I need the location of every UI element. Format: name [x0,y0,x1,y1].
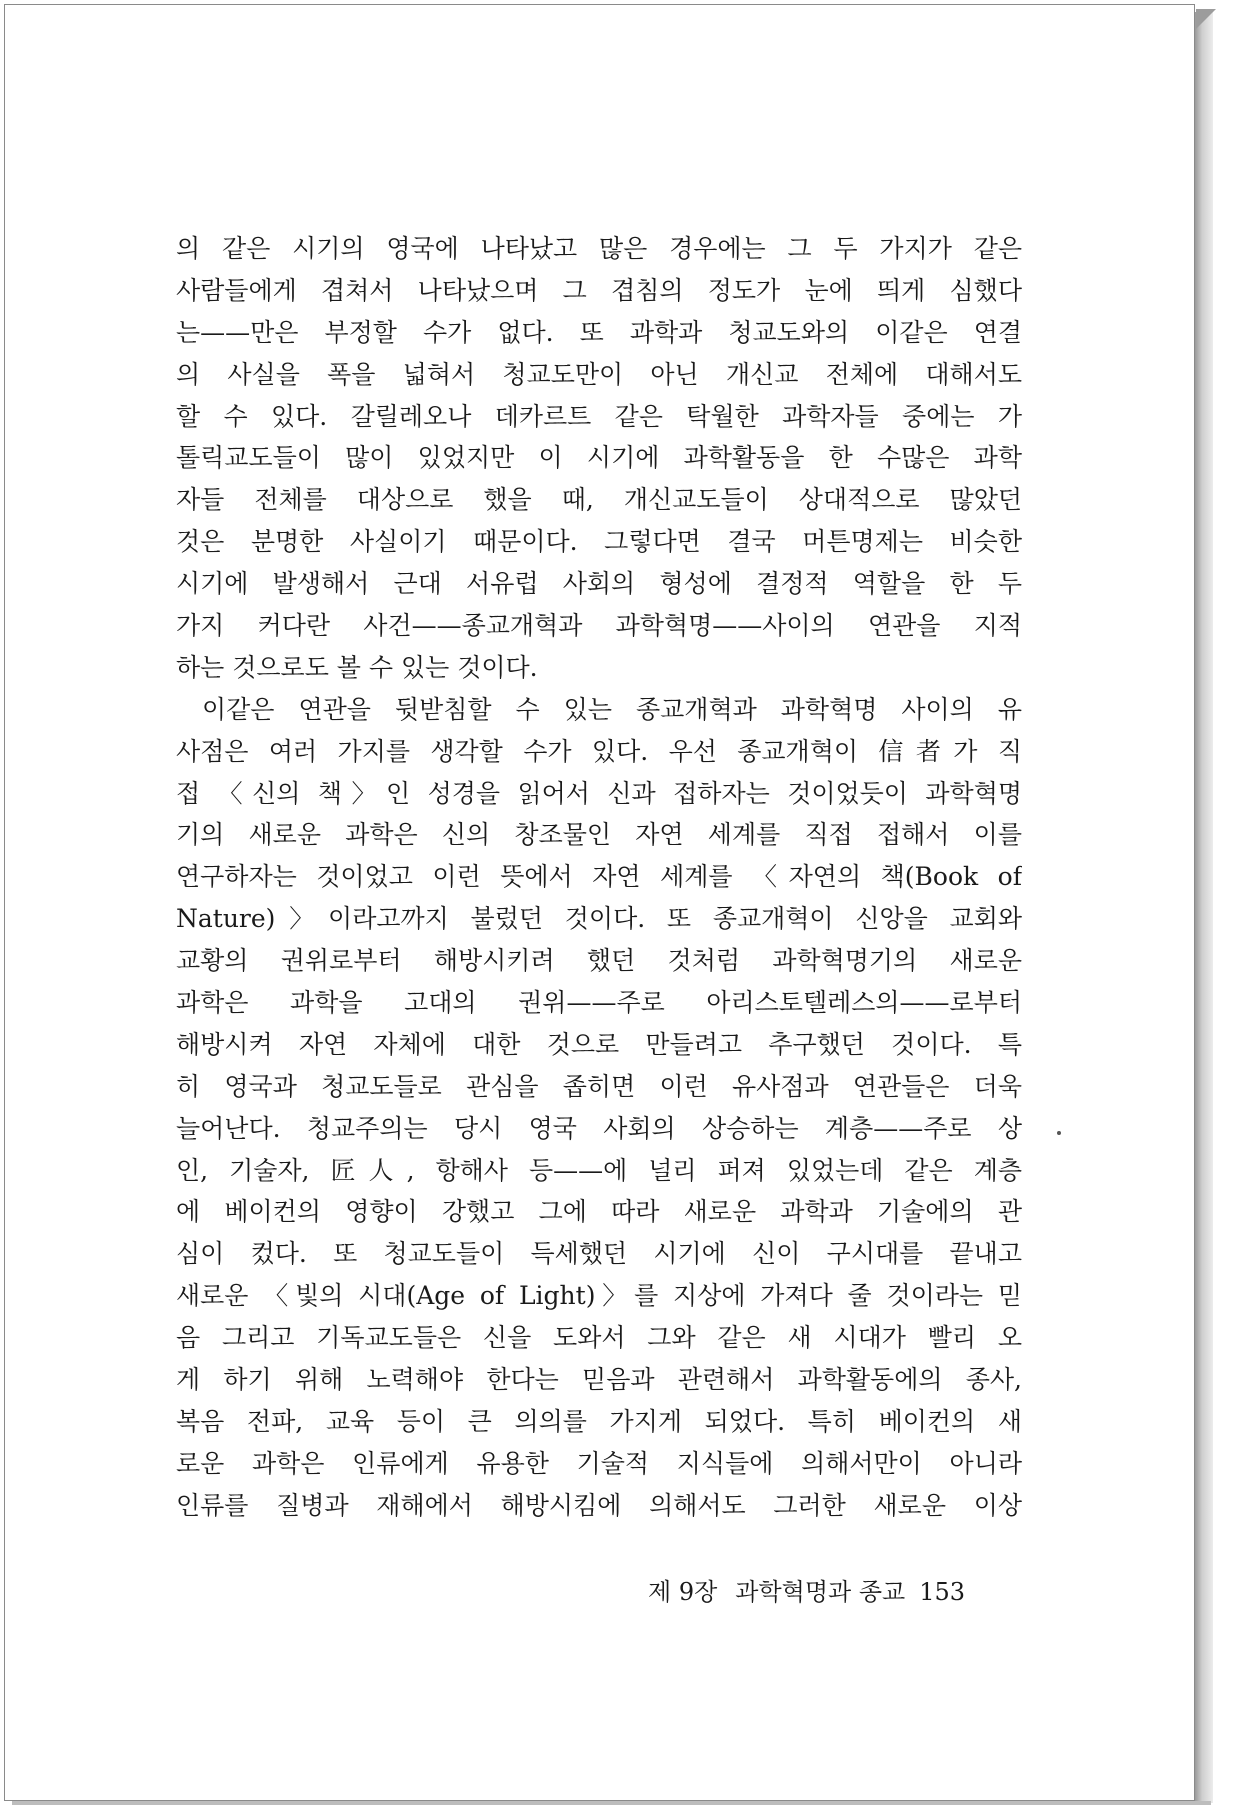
text-line: 심이 컸다. 또 청교도들이 득세했던 시기에 신이 구시대를 끝내고 [176,1239,1022,1269]
page-shadow [1195,12,1213,1803]
text-line: 연구하자는 것이었고 이런 뜻에서 자연 세계를 〈자연의 책(Book of [176,862,1022,892]
text-line: 가지 커다란 사건——종교개혁과 과학혁명——사이의 연관을 지적 [176,611,1022,641]
text-line: 자들 전체를 대상으로 했을 때, 개신교도들이 상대적으로 많았던 [176,485,1022,515]
text-line: 인류를 질병과 재해에서 해방시킴에 의해서도 그러한 새로운 이상 [176,1490,1022,1520]
text-line: 기의 새로운 과학은 신의 창조물인 자연 세계를 직접 접해서 이를 [176,820,1022,850]
text-line: 의 사실을 폭을 넓혀서 청교도만이 아닌 개신교 전체에 대해서도 [176,359,1022,389]
running-footer [648,1572,1008,1607]
text-line: 접 〈신의 책〉인 성경을 읽어서 신과 접하자는 것이었듯이 과학혁명 [176,778,1022,808]
text-line: 에 베이컨의 영향이 강했고 그에 따라 새로운 과학과 기술에의 관 [176,1197,1022,1227]
scan-speck [1057,1131,1061,1135]
text-line: 는——만은 부정할 수가 없다. 또 과학과 청교도와의 이같은 연결 [176,317,1022,347]
text-line: 시기에 발생해서 근대 서유럽 사회의 형성에 결정적 역할을 한 두 [176,569,1022,599]
text-line: 새로운 〈빛의 시대(Age of Light)〉를 지상에 가져다 줄 것이라는 믿 [176,1281,1022,1311]
body-text [176,228,1022,1527]
text-line: 것은 분명한 사실이기 때문이다. 그렇다면 결국 머튼명제는 비슷한 [176,527,1022,557]
text-line: 늘어난다. 청교주의는 당시 영국 사회의 상승하는 계층——주로 상 [176,1113,1022,1143]
footer-chapter: 제 9장 [648,1578,718,1606]
text-line: 음 그리고 기독교도들은 신을 도와서 그와 같은 새 시대가 빨리 오 [176,1323,1022,1353]
text-line: 복음 전파, 교육 등이 큰 의의를 가지게 되었다. 특히 베이컨의 새 [176,1406,1022,1436]
text-line: 히 영국과 청교도들로 관심을 좁히면 이런 유사점과 연관들은 더욱 [176,1071,1022,1101]
page-number: 153 [919,1578,966,1606]
page-curl [1196,9,1216,29]
text-line: 교황의 권위로부터 해방시키려 했던 것처럼 과학혁명기의 새로운 [176,946,1022,976]
text-line: 사람들에게 겹쳐서 나타났으며 그 겹침의 정도가 눈에 띄게 심했다 [176,275,1022,305]
text-line: 사점은 여러 가지를 생각할 수가 있다. 우선 종교개혁이 信者가 직 [176,736,1022,766]
text-line: 의 같은 시기의 영국에 나타났고 많은 경우에는 그 두 가지가 같은 [176,234,1022,263]
text-line: 로운 과학은 인류에게 유용한 기술적 지식들에 의해서만이 아니라 [176,1448,1022,1478]
text-line: Nature)〉이라고까지 불렀던 것이다. 또 종교개혁이 신앙을 교회와 [176,904,1022,934]
text-line: 해방시켜 자연 자체에 대한 것으로 만들려고 추구했던 것이다. 특 [176,1029,1022,1059]
text-line: 할 수 있다. 갈릴레오나 데카르트 같은 탁월한 과학자들 중에는 가 [176,401,1022,431]
text-line: 게 하기 위해 노력해야 한다는 믿음과 관련해서 과학활동에의 종사, [176,1365,1022,1395]
text-line: 과학은 과학을 고대의 권위——주로 아리스토텔레스의——로부터 [176,988,1022,1018]
text-line: 인, 기술자, 匠人, 항해사 등——에 널리 퍼져 있었는데 같은 계층 [176,1155,1022,1185]
paragraph-end-line: 하는 것으로도 볼 수 있는 것이다. [176,652,538,682]
text-line: 톨릭교도들이 많이 있었지만 이 시기에 과학활동을 한 수많은 과학 [176,443,1022,473]
page-shadow-bottom [12,1801,1211,1805]
paragraph-start-line: 이같은 연관을 뒷받침할 수 있는 종교개혁과 과학혁명 사이의 유 [202,694,1022,724]
footer-title: 과학혁명과 종교 [735,1578,906,1606]
